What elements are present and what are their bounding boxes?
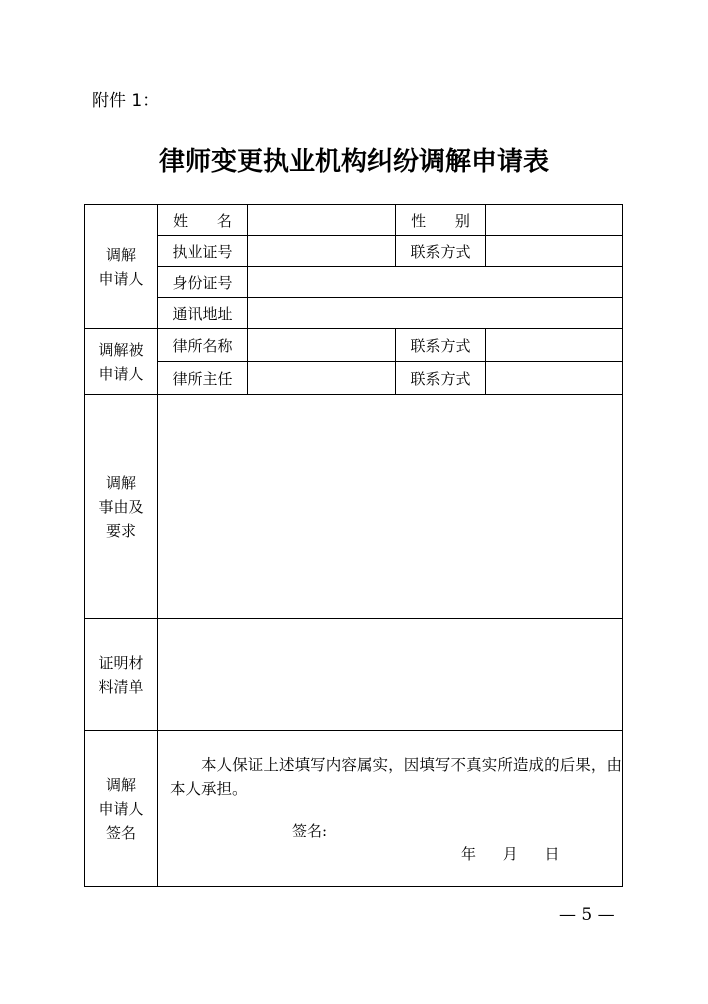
applicant-section-label: [85, 205, 158, 329]
name-label: 姓 名: [158, 205, 248, 236]
firm-contact-label: 联系方式: [396, 329, 486, 362]
signature-label-line1: 调解: [105, 775, 136, 794]
name-field[interactable]: [248, 205, 396, 236]
date-label: 年 月 日: [461, 845, 560, 863]
applicant-label-line2: 申请人: [98, 269, 144, 288]
reason-label-line1: 调解: [105, 473, 136, 492]
evidence-label-line2: 料清单: [98, 677, 144, 696]
signature-label-line3: 签名: [105, 823, 136, 842]
signature-section-label: [85, 731, 158, 887]
page-number: — 5 —: [559, 905, 615, 925]
director-label: 律所主任: [158, 362, 248, 395]
evidence-field[interactable]: [158, 619, 623, 731]
applicant-label-line1: 调解: [105, 245, 136, 264]
reason-label-line2: 事由及: [98, 497, 144, 516]
form-title: 律师变更执业机构纠纷调解申请表: [158, 147, 549, 177]
gender-field[interactable]: [486, 205, 623, 236]
director-contact-label: 联系方式: [396, 362, 486, 395]
reason-field[interactable]: [158, 395, 623, 619]
respondent-label-line2: 申请人: [98, 364, 144, 383]
id-label: 身份证号: [158, 267, 248, 298]
applicant-contact-label: 联系方式: [396, 236, 486, 267]
firm-contact-field[interactable]: [486, 329, 623, 362]
signature-area[interactable]: [158, 731, 623, 887]
license-label: 执业证号: [158, 236, 248, 267]
director-field[interactable]: [248, 362, 396, 395]
respondent-section-label: [85, 329, 158, 395]
director-contact-field[interactable]: [486, 362, 623, 395]
attachment-label: 附件 1：: [92, 91, 160, 111]
reason-section-label: [85, 395, 158, 619]
reason-label-line3: 要求: [105, 521, 136, 540]
id-field[interactable]: [248, 267, 623, 298]
evidence-label-line1: 证明材: [98, 653, 144, 672]
signature-label-line2: 申请人: [98, 799, 144, 818]
firm-name-label: 律所名称: [158, 329, 248, 362]
evidence-section-label: [85, 619, 158, 731]
firm-name-field[interactable]: [248, 329, 396, 362]
address-label: 通讯地址: [158, 298, 248, 329]
applicant-contact-field[interactable]: [486, 236, 623, 267]
gender-label: 性 别: [396, 205, 486, 236]
application-form-table: [84, 204, 623, 887]
license-field[interactable]: [248, 236, 396, 267]
respondent-label-line1: 调解被: [98, 340, 144, 359]
sign-label: 签名:: [292, 822, 328, 840]
pledge-text: 本人保证上述填写内容属实，因填写不真实所造成的后果，由本人承担。: [170, 756, 622, 798]
address-field[interactable]: [248, 298, 623, 329]
